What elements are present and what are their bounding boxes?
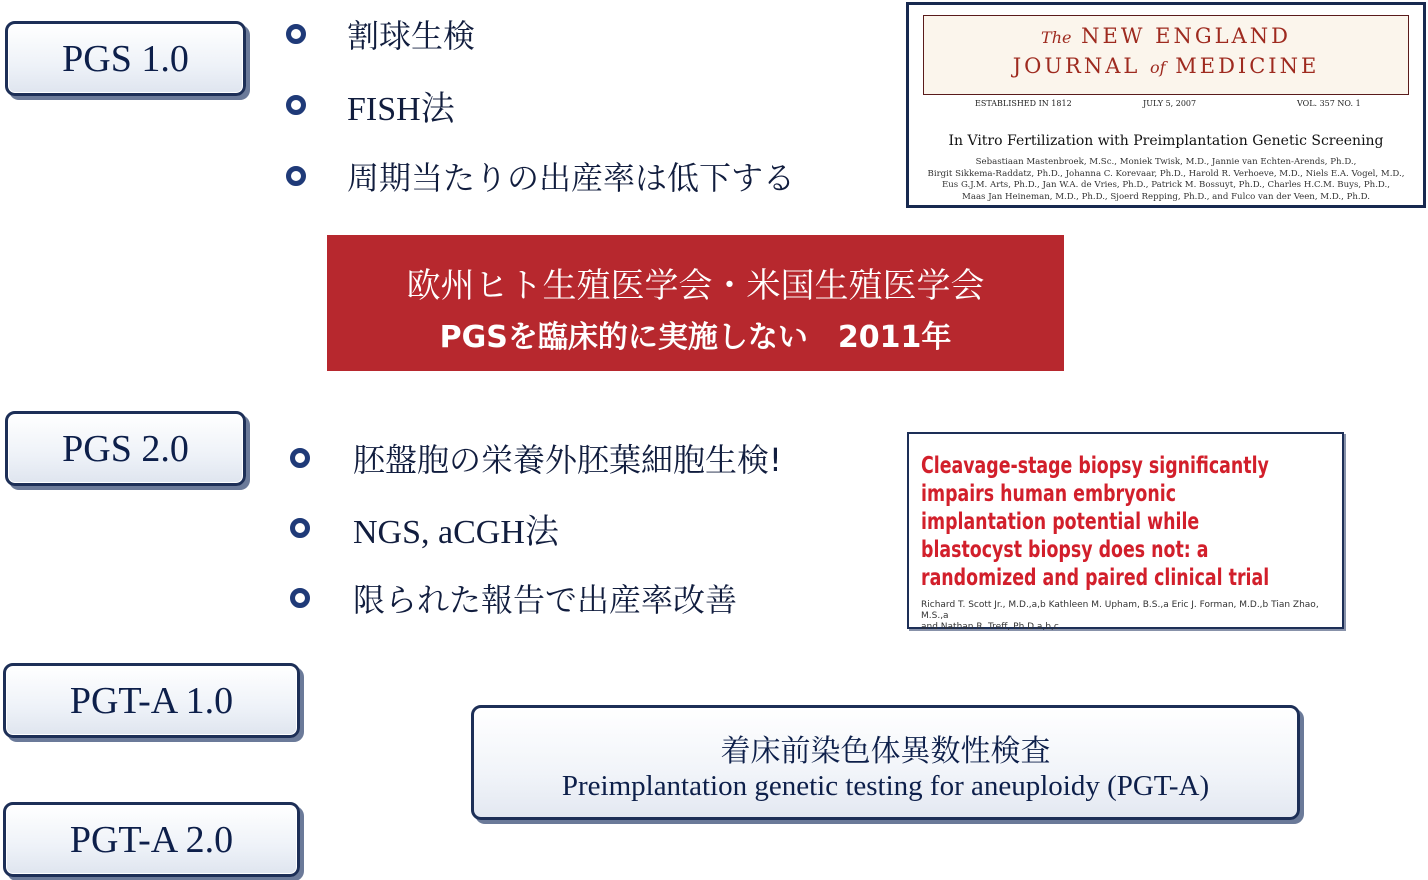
definition-japanese: 着床前染色体異数性検査 bbox=[720, 734, 1051, 769]
pgs2-bullet-list bbox=[290, 436, 782, 620]
bullet-icon bbox=[286, 24, 306, 44]
bullet-text: 胚盤胞の栄養外胚葉細胞生検! bbox=[353, 441, 782, 479]
bullet-icon bbox=[290, 518, 310, 538]
nejm-established: ESTABLISHED IN 1812 bbox=[975, 99, 1072, 108]
bullet-item bbox=[290, 506, 782, 550]
nejm-date: JULY 5, 2007 bbox=[1143, 99, 1197, 108]
bullet-item bbox=[290, 576, 782, 620]
definition-english: Preimplantation genetic testing for aneuploidy (PGT-A) bbox=[561, 770, 1210, 802]
nejm-authors bbox=[925, 157, 1407, 203]
nejm-line1: NEW ENGLAND bbox=[1081, 24, 1291, 48]
nejm-article-image bbox=[906, 2, 1426, 208]
bullet-item bbox=[286, 83, 795, 127]
bullet-text: FISH法 bbox=[347, 90, 455, 128]
nejm-medicine: MEDICINE bbox=[1175, 54, 1320, 78]
stage-label-pgta1: PGT-A 1.0 bbox=[3, 663, 300, 738]
bullet-text: 周期当たりの出産率は低下する bbox=[347, 159, 796, 197]
nejm-article-title: In Vitro Fertilization with Preimplantation Genetic Screening bbox=[948, 133, 1384, 149]
paper2-title-line: implantation potential while bbox=[921, 509, 1200, 535]
banner-line1: 欧州ヒト生殖医学会・米国生殖医学会 bbox=[406, 266, 985, 306]
bullet-icon bbox=[286, 166, 306, 186]
paper2-authors bbox=[921, 600, 1342, 633]
bullet-icon bbox=[290, 448, 310, 468]
bullet-text: 割球生検 bbox=[347, 17, 476, 55]
society-statement-banner bbox=[327, 235, 1064, 371]
bullet-item bbox=[286, 12, 795, 56]
paper2-title-line: Cleavage-stage biopsy significantly bbox=[921, 453, 1269, 479]
paper2-author-line: and Nathan R. Treff, Ph.D.a,b,c bbox=[921, 622, 1059, 632]
nejm-volume: VOL. 357 NO. 1 bbox=[1297, 99, 1361, 108]
bullet-icon bbox=[290, 588, 310, 608]
paper2-title-line: randomized and paired clinical trial bbox=[921, 565, 1270, 591]
nejm-masthead bbox=[923, 15, 1409, 95]
stage-label-pgs2: PGS 2.0 bbox=[5, 411, 246, 486]
biopsy-paper-image bbox=[907, 432, 1344, 632]
paper2-title-line: blastocyst biopsy does not: a bbox=[921, 537, 1209, 563]
stage-label-pgs1: PGS 1.0 bbox=[5, 21, 246, 96]
bullet-item bbox=[290, 436, 782, 480]
nejm-author-line: Sebastiaan Mastenbroek, M.Sc., Moniek Twisk, M.D., Jannie van Echten-Arends, Ph.D., bbox=[975, 157, 1357, 167]
paper2-title bbox=[921, 452, 1270, 592]
pgta-definition-box bbox=[471, 705, 1300, 820]
bullet-text: 限られた報告で出産率改善 bbox=[353, 581, 738, 619]
nejm-the: The bbox=[1041, 28, 1072, 47]
paper2-title-line: impairs human embryonic bbox=[921, 481, 1177, 507]
bullet-text: NGS, aCGH法 bbox=[353, 513, 559, 551]
pgs1-bullet-list bbox=[286, 12, 795, 198]
nejm-author-line: Eus G.J.M. Arts, Ph.D., Jan W.A. de Vries, Ph.D., Patrick M. Bossuyt, Ph.D., Charles H.C.M. Buys, Ph.D., bbox=[942, 180, 1390, 191]
nejm-author-line: Birgit Sikkema-Raddatz, Ph.D., Johanna C. Korevaar, Ph.D., Harold R. Verhoeve, M.D., Niels E.A. Vogel, M.D., bbox=[927, 168, 1405, 179]
bullet-item bbox=[286, 154, 795, 198]
nejm-journal: JOURNAL bbox=[1012, 54, 1141, 78]
bullet-icon bbox=[286, 95, 306, 115]
nejm-of: of bbox=[1150, 58, 1166, 77]
stage-label-pgta2: PGT-A 2.0 bbox=[3, 802, 300, 877]
nejm-author-line: Maas Jan Heineman, M.D., Ph.D., Sjoerd Repping, Ph.D., and Fulco van der Veen, M.D., Ph.D. bbox=[962, 191, 1370, 202]
banner-line2: PGSを臨床的に実施しない 2011年 bbox=[439, 320, 952, 355]
paper2-author-line: Richard T. Scott Jr., M.D.,a,b Kathleen M. Upham, B.S.,a Eric J. Forman, M.D.,b Tian Zhao, M.S.,a bbox=[921, 600, 1319, 621]
